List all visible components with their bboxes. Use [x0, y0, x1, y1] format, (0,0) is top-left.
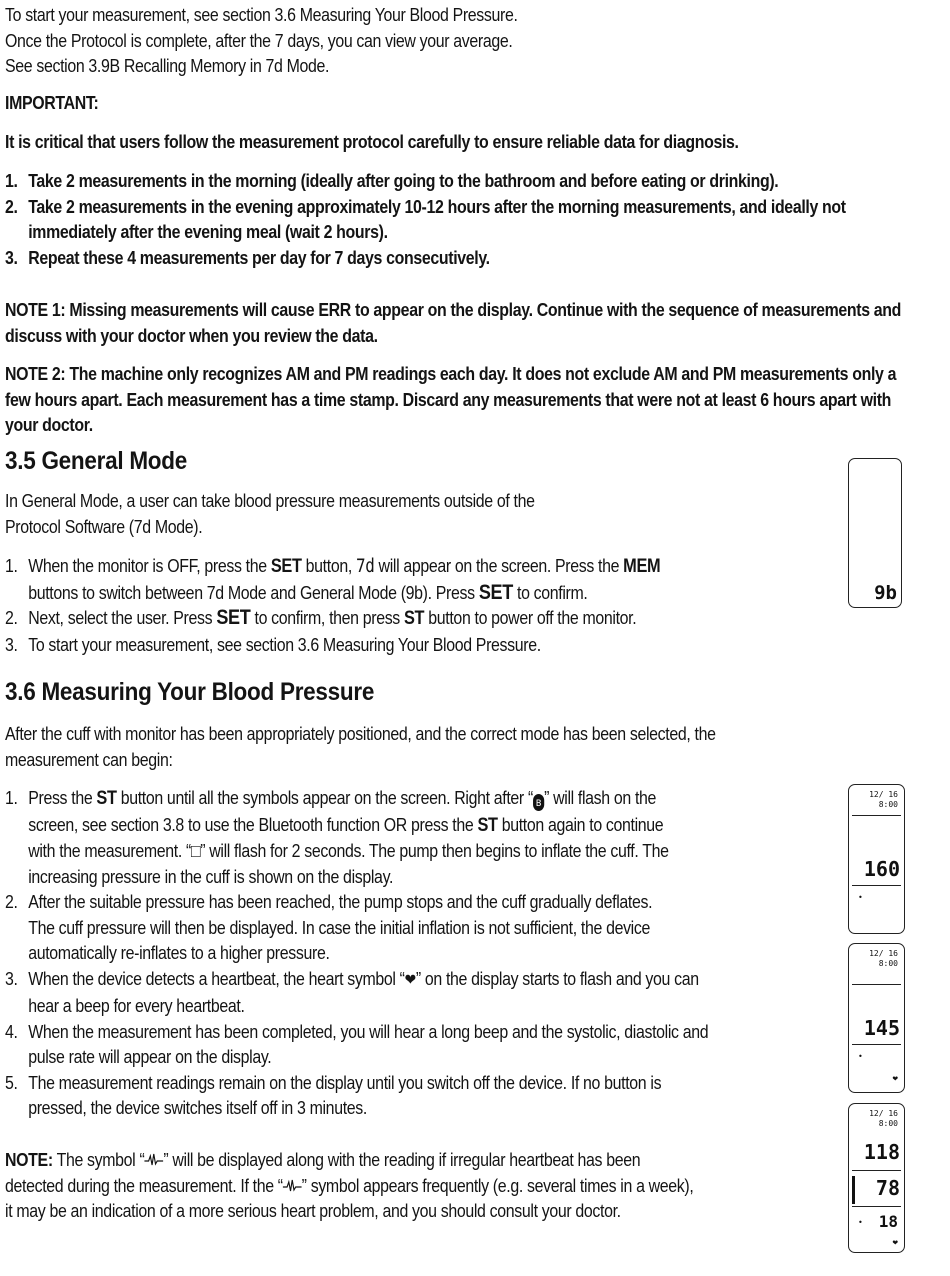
- display-divider: [852, 815, 901, 816]
- display-heart-icon: ❤: [892, 1238, 898, 1248]
- protocol-step-2: 2. Take 2 measurements in the evening approximately 10-12 hours after the morning measurements, and ideally not immediately after the evening meal (wait 2 hours).: [5, 195, 846, 242]
- measuring-step-5: 5. The measurement readings remain on the display until you switch off the device. If no button is pressed, the device switches itself off in 3 minutes.: [5, 1071, 662, 1118]
- display-bar-indicator: [852, 1176, 855, 1204]
- seven-d-display-glyph: 7d: [356, 556, 375, 577]
- measuring-step-1: 1. Press the ST button until all the symbols appear on the screen. Right after “ ʙ ” will flash on the screen, see section 3.8 to use the Bluetooth function OR press the ST button again to continue with the measurement. “□” will flash for 2 seconds. The pump then begins to inflate the cuff. The increasing pressure in the cuff is shown on the display.: [5, 787, 669, 887]
- display-heart-icon: ❤: [892, 1074, 898, 1084]
- general-step-2: 2. Next, select the user. Press SET to confirm, then press ST button to power off the monitor.: [5, 606, 637, 629]
- intro-text: To start your measurement, see section 3.6 Measuring Your Blood Pressure. Once the Protocol is complete, after the 7 days, you can view your average. See section 3.9B Recalling Memory in 7d Mode.: [5, 4, 518, 76]
- protocol-step-1: 1. Take 2 measurements in the morning (ideally after going to the bathroom and before eating or drinking).: [5, 170, 779, 191]
- display-divider: [852, 1044, 901, 1045]
- irregular-heartbeat-icon: [283, 1179, 302, 1193]
- bluetooth-icon: ʙ: [533, 794, 544, 811]
- display-diastolic-value: 78: [875, 1176, 900, 1200]
- display-divider: [852, 885, 901, 886]
- display-date: 12/ 16: [869, 949, 898, 958]
- display-divider: [852, 984, 901, 985]
- heart-icon: ❤: [404, 971, 416, 989]
- display-pressure-value: 145: [863, 1016, 900, 1040]
- display-user-icon: •: [858, 893, 863, 902]
- display-user-icon: •: [858, 1052, 863, 1061]
- general-mode-display: [848, 458, 902, 608]
- irregular-heartbeat-note: NOTE: The symbol “ ” will be displayed along with the reading if irregular heartbeat has been detected during the measurement. If the “ ” symbol appears frequently (e.g. several times in a week), it may be an indication of a more serious heart problem, and you should consult your doctor.: [5, 1149, 694, 1221]
- measuring-step-4: 4. When the measurement has been completed, you will hear a long beep and the systolic, diastolic and pulse rate will appear on the display.: [5, 1020, 709, 1067]
- display-divider: [852, 1170, 901, 1171]
- inflation-display: [848, 784, 905, 934]
- display-time: 8:00: [878, 959, 898, 968]
- measuring-intro: After the cuff with monitor has been appropriately positioned, and the correct mode has been selected, the measurement can begin:: [5, 723, 716, 770]
- display-date: 12/ 16: [869, 790, 898, 799]
- protocol-steps: [5, 168, 934, 270]
- display-systolic-value: 118: [863, 1140, 900, 1164]
- general-step-1: 1. When the monitor is OFF, press the SET button, 7d will appear on the screen. Press the MEM buttons to switch between 7d Mode and General Mode (9b). Press SET to confirm.: [5, 555, 661, 604]
- display-time: 8:00: [878, 1119, 898, 1128]
- section-3-5-heading: 3.5 General Mode: [5, 447, 188, 475]
- general-mode-intro: In General Mode, a user can take blood pressure measurements outside of the Protocol Software (7d Mode).: [5, 490, 535, 537]
- measuring-steps: [5, 785, 934, 1121]
- protocol-step-3: 3. Repeat these 4 measurements per day for 7 days consecutively.: [5, 246, 490, 268]
- result-display: [848, 1103, 905, 1253]
- note-2: NOTE 2: The machine only recognizes AM and PM readings each day. It does not exclude AM and PM measurements only a few hours apart. Each measurement has a time stamp. Discard any measurements that were not at least 6 hours apart with your doctor.: [5, 363, 897, 435]
- general-mode-steps: [5, 553, 934, 657]
- display-mode-value: 9b: [874, 582, 897, 604]
- display-user-icon: •: [858, 1218, 863, 1227]
- deflation-display: [848, 943, 905, 1093]
- general-step-3: 3. To start your measurement, see section 3.6 Measuring Your Blood Pressure.: [5, 633, 541, 655]
- critical-text: It is critical that users follow the measurement protocol carefully to ensure reliable data for diagnosis.: [5, 131, 739, 152]
- section-3-6-heading: 3.6 Measuring Your Blood Pressure: [5, 678, 375, 706]
- display-time: 8:00: [878, 800, 898, 809]
- important-label: IMPORTANT:: [5, 92, 99, 113]
- display-divider: [852, 1206, 901, 1207]
- irregular-heartbeat-icon: [144, 1153, 163, 1167]
- measuring-step-3: 3. When the device detects a heartbeat, the heart symbol “❤” on the display starts to flash and you can hear a beep for every heartbeat.: [5, 967, 699, 1016]
- display-pulse-value: 18: [878, 1212, 898, 1231]
- display-pressure-value: 160: [863, 857, 900, 881]
- measuring-step-2: 2. After the suitable pressure has been reached, the pump stops and the cuff gradually deflates. The cuff pressure will then be displayed. In case the initial inflation is not sufficient, the device automatically re-inflates to a higher pressure.: [5, 891, 653, 963]
- display-date: 12/ 16: [869, 1109, 898, 1118]
- note-1: NOTE 1: Missing measurements will cause ERR to appear on the display. Continue with the sequence of measurements and discuss with your doctor when you review the data.: [5, 299, 902, 346]
